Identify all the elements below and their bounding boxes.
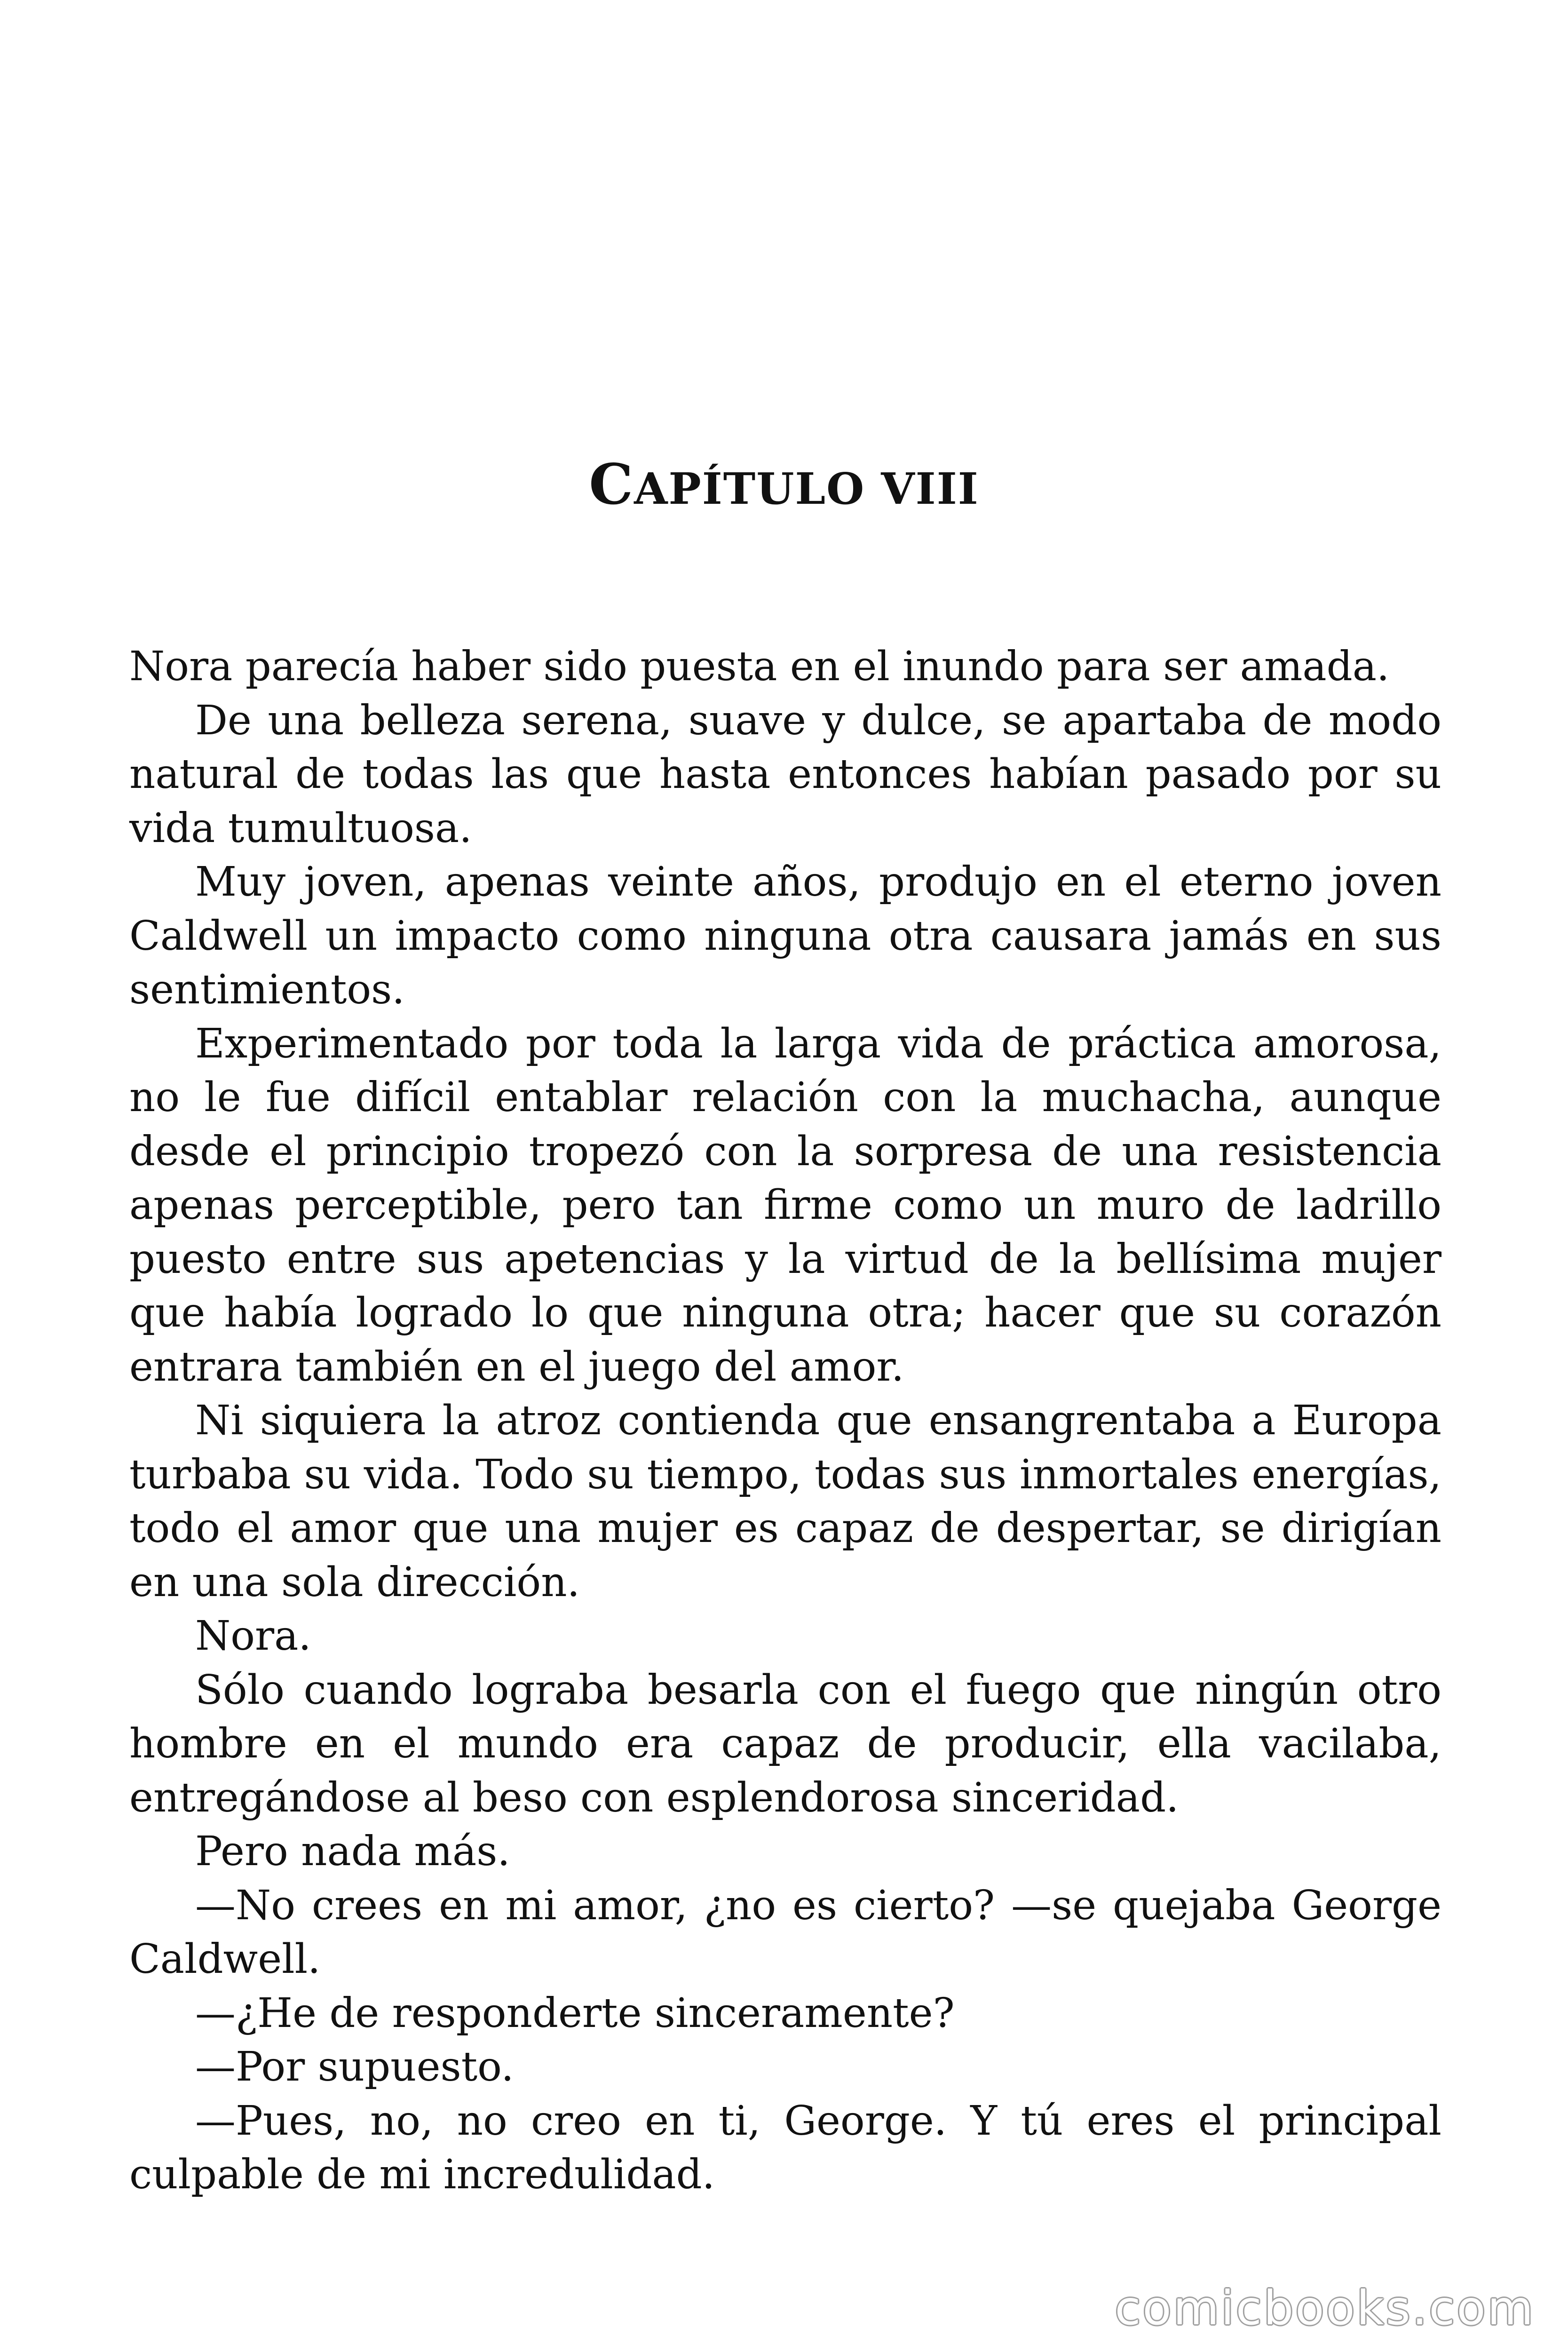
dialogue-line: —Pues, no, no creo en ti, George. Y tú eres el principal culpable de mi incredulidad. (129, 2097, 1441, 2198)
paragraph: Nora parecía haber sido puesta en el inundo para ser amada. (129, 643, 1390, 690)
chapter-title-initial: C (589, 452, 634, 517)
dialogue-line: —No crees en mi amor, ¿no es cierto? —se quejaba George Caldwell. (129, 1882, 1441, 1983)
chapter-title-rest: APÍTULO VIII (634, 463, 979, 514)
paragraph: Sólo cuando lograba besarla con el fuego que ningún otro hombre en el mundo era capaz de producir, ella vacilaba, entregándose al beso con esplendorosa sinceridad. (129, 1666, 1441, 1821)
dialogue-line: —Por supuesto. (195, 2043, 514, 2090)
paragraph: De una belleza serena, suave y dulce, se apartaba de modo natural de todas las que hasta entonces habían pasado por su vida tumultuosa. (129, 697, 1441, 852)
chapter-title (0, 452, 1568, 517)
chapter-body (129, 640, 1441, 2202)
paragraph: Ni siquiera la atroz contienda que ensangrentaba a Europa turbaba su vida. Todo su tiempo, todas sus inmortales energías, todo el amor que una mujer es capaz de despertar, se dirigían en una sola dirección. (129, 1397, 1441, 1606)
paragraph: Pero nada más. (195, 1828, 510, 1875)
paragraph: Muy joven, apenas veinte años, produjo en el eterno joven Caldwell un impacto como ninguna otra causara jamás en sus sentimientos. (129, 858, 1441, 1013)
watermark: comicbooks.com (1115, 2280, 1535, 2336)
dialogue-line: —¿He de responderte sinceramente? (195, 1989, 955, 2037)
paragraph: Experimentado por toda la larga vida de práctica amorosa, no le fue difícil entablar relación con la muchacha, aunque desde el principio tropezó con la sorpresa de una resistencia apenas perceptible, pero tan firme como un muro de ladrillo puesto entre sus apetencias y la virtud de la bellísima mujer que había logrado lo que ninguna otra; hacer que su corazón entrara también en el juego del amor. (129, 1020, 1441, 1391)
paragraph: Nora. (195, 1613, 311, 1660)
